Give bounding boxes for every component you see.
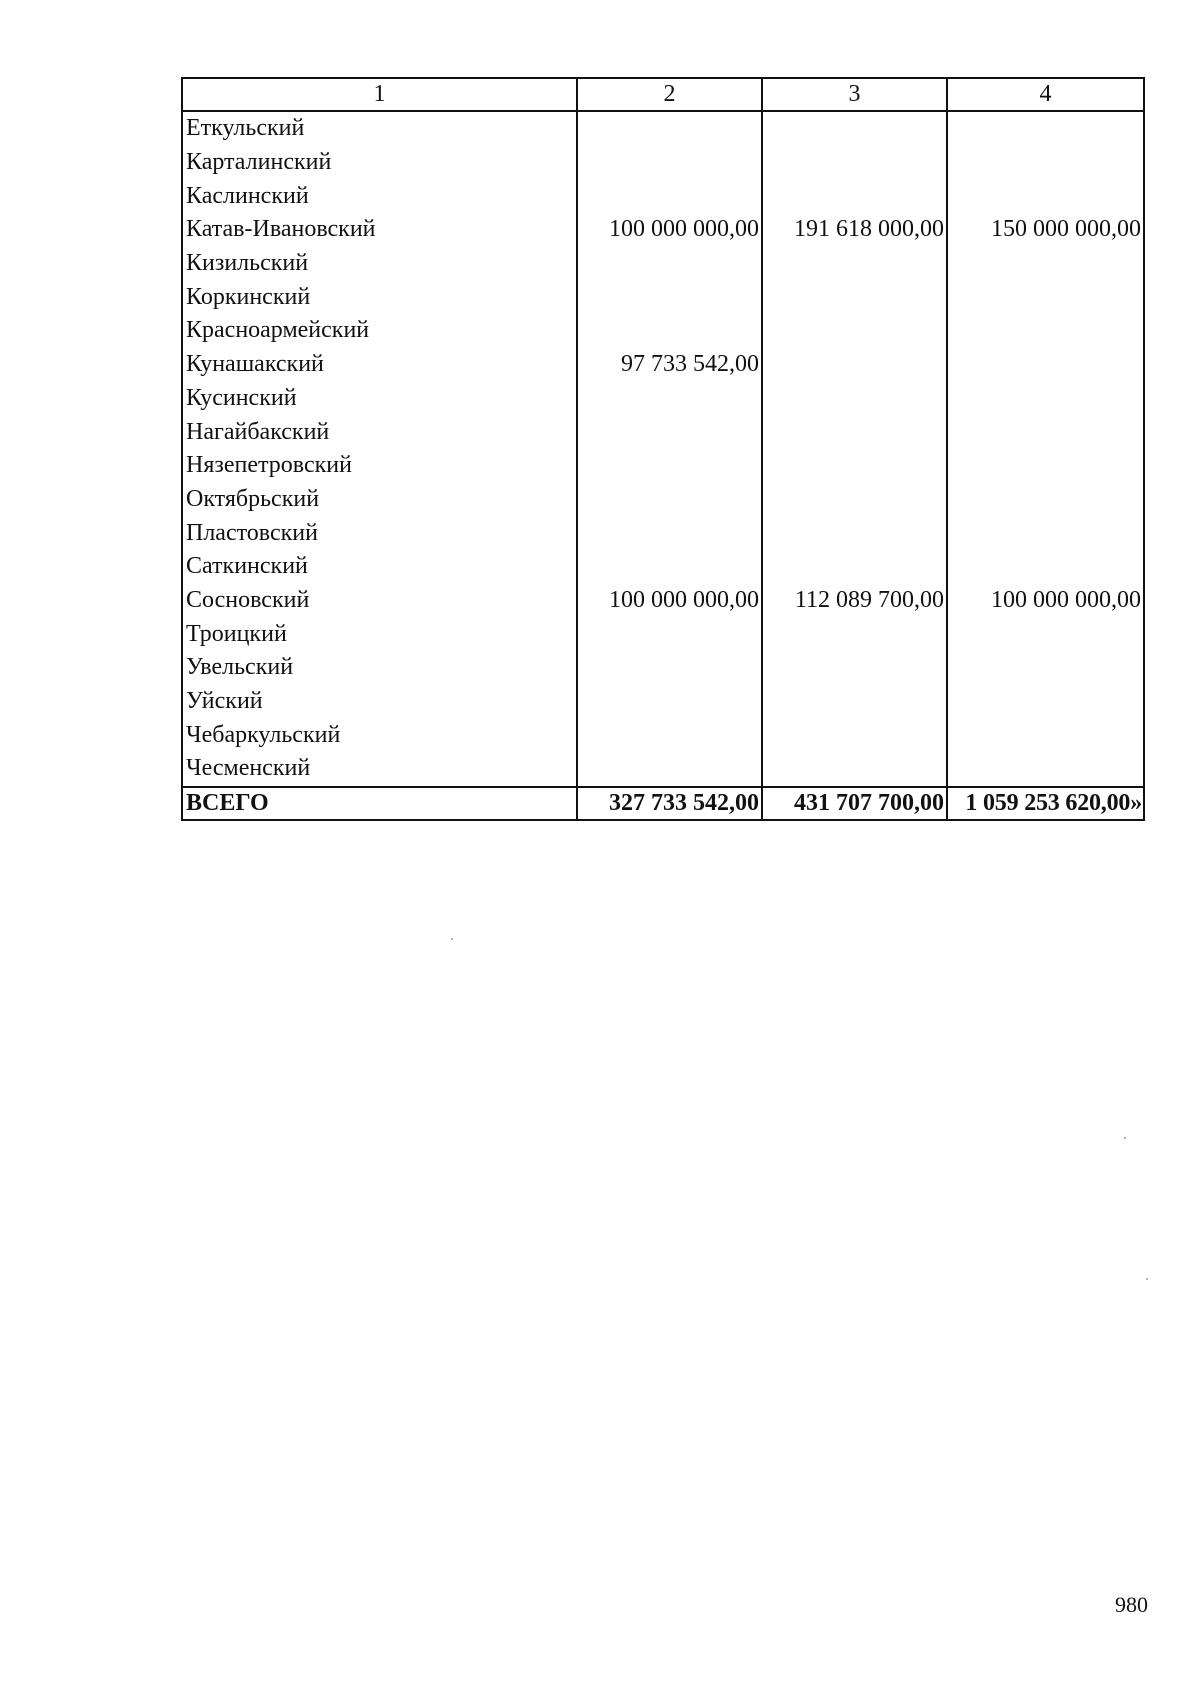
- table-row: [182, 718, 1144, 752]
- value-col4: [947, 550, 1144, 584]
- column-header-3: 3: [762, 78, 947, 111]
- table-row: [182, 415, 1144, 449]
- table-row: [182, 348, 1144, 382]
- value-col2: [577, 718, 762, 752]
- table-row: [182, 685, 1144, 719]
- value-col3: [762, 280, 947, 314]
- value-col4: [947, 280, 1144, 314]
- value-col2: [577, 617, 762, 651]
- table-row: [182, 584, 1144, 618]
- value-col4: [947, 483, 1144, 517]
- total-value-col4: 1 059 253 620,00»: [947, 787, 1144, 820]
- table-row: [182, 179, 1144, 213]
- value-col2: [577, 449, 762, 483]
- value-col2: [577, 179, 762, 213]
- value-col3: [762, 348, 947, 382]
- value-col3: [762, 247, 947, 281]
- page-number: 980: [1115, 1592, 1148, 1617]
- value-col2: 100 000 000,00: [577, 213, 762, 247]
- district-name: Чебаркульский: [182, 718, 577, 752]
- district-name: Пластовский: [182, 516, 577, 550]
- district-name: Еткульский: [182, 111, 577, 146]
- table-row: [182, 382, 1144, 416]
- value-col3: [762, 550, 947, 584]
- district-name: Кизильский: [182, 247, 577, 281]
- value-col4: [947, 718, 1144, 752]
- value-col4: [947, 685, 1144, 719]
- value-col4: [947, 179, 1144, 213]
- value-col3: 191 618 000,00: [762, 213, 947, 247]
- value-col2: [577, 415, 762, 449]
- value-col3: [762, 752, 947, 787]
- value-col2: [577, 111, 762, 146]
- value-col3: [762, 718, 947, 752]
- value-col3: [762, 651, 947, 685]
- table-row: [182, 449, 1144, 483]
- value-col2: 97 733 542,00: [577, 348, 762, 382]
- value-col3: [762, 516, 947, 550]
- value-col3: [762, 483, 947, 517]
- value-col3: [762, 449, 947, 483]
- district-name: Карталинский: [182, 146, 577, 180]
- total-row: [182, 787, 1144, 820]
- district-name: Каслинский: [182, 179, 577, 213]
- value-col4: [947, 415, 1144, 449]
- table-row: [182, 617, 1144, 651]
- value-col4: [947, 382, 1144, 416]
- value-col4: [947, 449, 1144, 483]
- value-col4: 150 000 000,00: [947, 213, 1144, 247]
- value-col3: [762, 685, 947, 719]
- value-col2: [577, 516, 762, 550]
- district-name: Увельский: [182, 651, 577, 685]
- table-header: [182, 78, 1144, 111]
- table-row: [182, 651, 1144, 685]
- value-col2: [577, 146, 762, 180]
- total-label: ВСЕГО: [182, 787, 577, 820]
- value-col4: [947, 111, 1144, 146]
- value-col4: 100 000 000,00: [947, 584, 1144, 618]
- value-col2: [577, 382, 762, 416]
- value-col4: [947, 651, 1144, 685]
- value-col2: [577, 280, 762, 314]
- district-name: Нязепетровский: [182, 449, 577, 483]
- district-name: Саткинский: [182, 550, 577, 584]
- value-col4: [947, 146, 1144, 180]
- value-col2: [577, 550, 762, 584]
- value-col4: [947, 348, 1144, 382]
- district-name: Нагайбакский: [182, 415, 577, 449]
- value-col4: [947, 247, 1144, 281]
- table-row: [182, 752, 1144, 787]
- value-col4: [947, 314, 1144, 348]
- column-header-4: 4: [947, 78, 1144, 111]
- district-name: Катав-Ивановский: [182, 213, 577, 247]
- value-col2: [577, 752, 762, 787]
- district-name: Красноармейский: [182, 314, 577, 348]
- table-row: [182, 111, 1144, 146]
- value-col4: [947, 752, 1144, 787]
- table-footer: [182, 787, 1144, 820]
- value-col3: [762, 314, 947, 348]
- value-col3: [762, 111, 947, 146]
- district-name: Троицкий: [182, 617, 577, 651]
- budget-table: [181, 77, 1145, 821]
- value-col3: [762, 617, 947, 651]
- district-name: Кунашакский: [182, 348, 577, 382]
- value-col3: [762, 415, 947, 449]
- total-value-col2: 327 733 542,00: [577, 787, 762, 820]
- table-row: [182, 483, 1144, 517]
- value-col4: [947, 516, 1144, 550]
- header-row: [182, 78, 1144, 111]
- value-col2: [577, 483, 762, 517]
- table-row: [182, 247, 1144, 281]
- district-name: Уйский: [182, 685, 577, 719]
- table-row: [182, 550, 1144, 584]
- table-row: [182, 213, 1144, 247]
- district-name: Чесменский: [182, 752, 577, 787]
- value-col3: 112 089 700,00: [762, 584, 947, 618]
- value-col2: [577, 247, 762, 281]
- value-col4: [947, 617, 1144, 651]
- district-name: Сосновский: [182, 584, 577, 618]
- table-body: [182, 111, 1144, 787]
- district-name: Коркинский: [182, 280, 577, 314]
- column-header-2: 2: [577, 78, 762, 111]
- table-row: [182, 516, 1144, 550]
- table-row: [182, 280, 1144, 314]
- table-row: [182, 146, 1144, 180]
- scan-speck: [451, 938, 453, 940]
- value-col3: [762, 179, 947, 213]
- column-header-1: 1: [182, 78, 577, 111]
- district-name: Кусинский: [182, 382, 577, 416]
- total-value-col3: 431 707 700,00: [762, 787, 947, 820]
- value-col3: [762, 382, 947, 416]
- table-row: [182, 314, 1144, 348]
- value-col2: [577, 685, 762, 719]
- value-col2: [577, 651, 762, 685]
- district-name: Октябрьский: [182, 483, 577, 517]
- value-col2: 100 000 000,00: [577, 584, 762, 618]
- scan-speck: [1124, 1137, 1126, 1139]
- scan-speck: [1146, 1278, 1148, 1280]
- value-col3: [762, 146, 947, 180]
- value-col2: [577, 314, 762, 348]
